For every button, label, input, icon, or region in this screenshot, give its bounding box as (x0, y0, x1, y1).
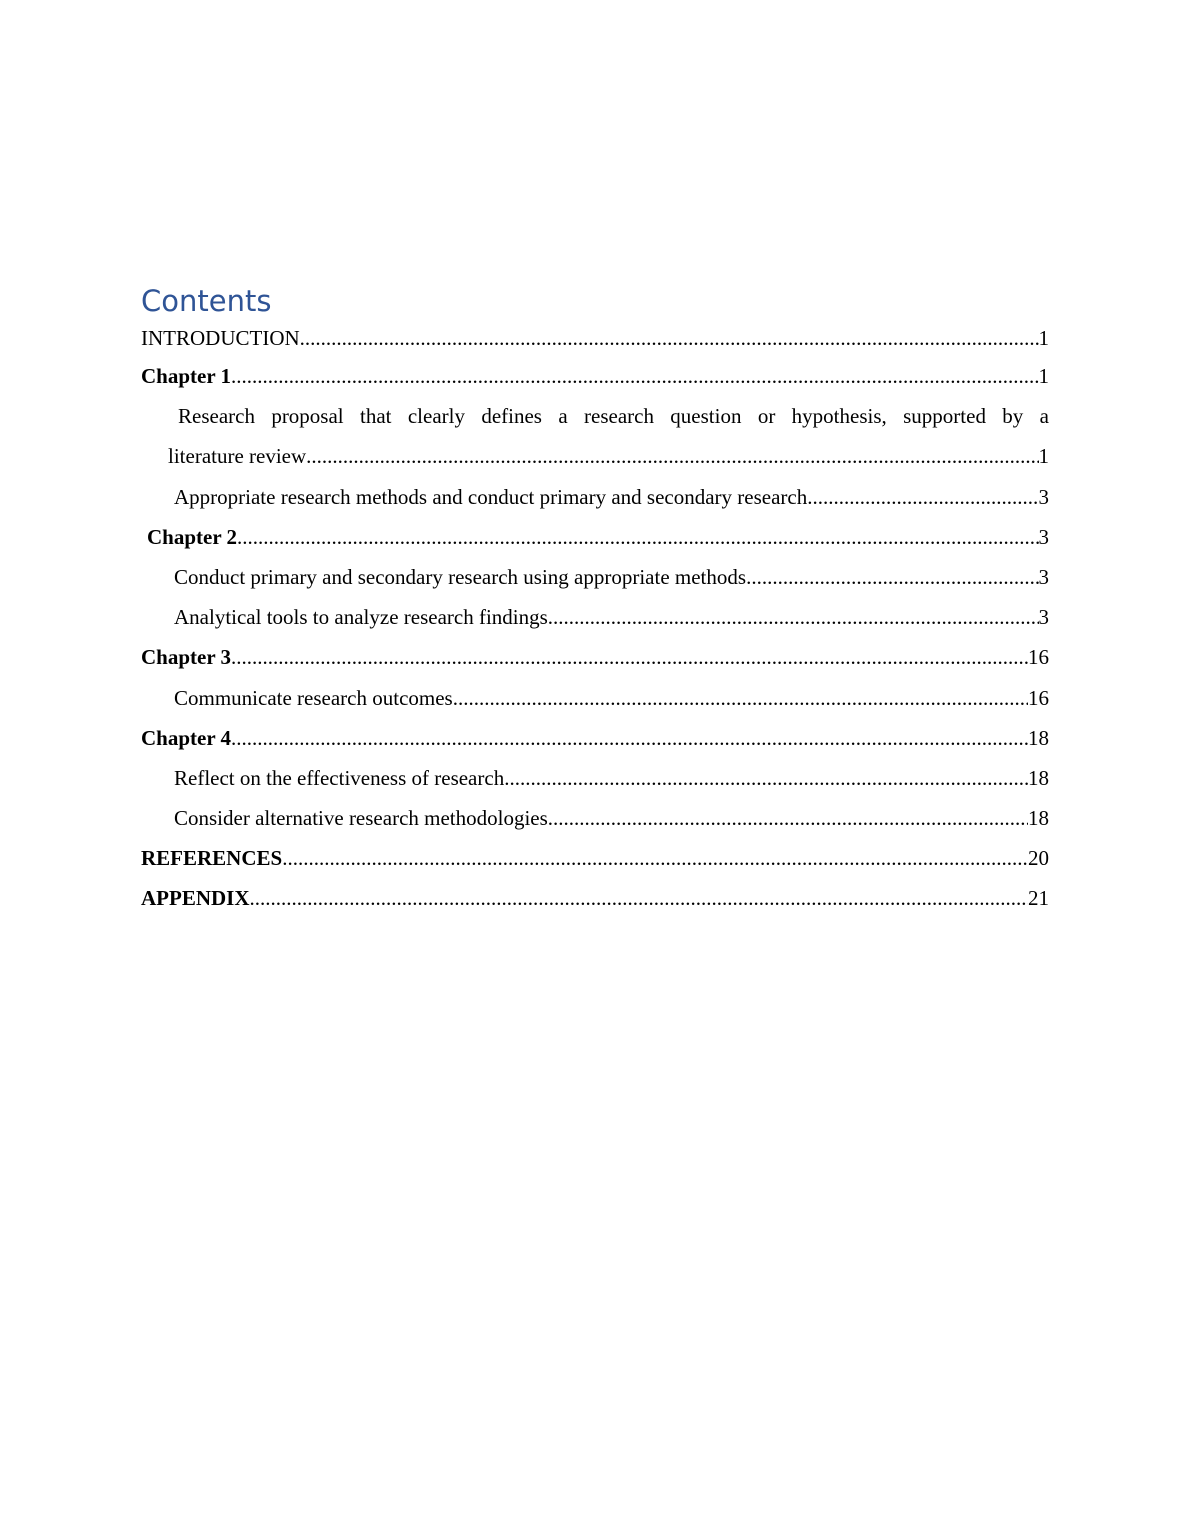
toc-leader-dots (306, 436, 1038, 476)
toc-leader-dots (231, 637, 1028, 677)
toc-entry-chapter-3[interactable] (141, 637, 1049, 677)
toc-leader-dots (250, 878, 1029, 918)
toc-page-number: 1 (1038, 364, 1049, 388)
toc-leader-dots (548, 798, 1028, 838)
toc-entry-label-line1: Research proposal that clearly defines a research question or hypothesis, supported by a (178, 404, 1049, 429)
toc-entry-label: Analytical tools to analyze research findings (174, 605, 548, 630)
toc-entry-appendix[interactable] (141, 878, 1049, 918)
toc-page-number: 16 (1028, 685, 1049, 710)
toc-entry-label: APPENDIX (141, 886, 250, 911)
toc-leader-dots (746, 557, 1038, 597)
toc-page-number: 1 (1038, 326, 1049, 350)
toc-leader-dots (231, 356, 1038, 396)
toc-leader-dots (453, 678, 1028, 718)
toc-leader-dots (504, 758, 1028, 798)
toc-entry-primary-secondary-research[interactable] (141, 557, 1049, 597)
toc-entry-label: Reflect on the effectiveness of research (174, 765, 505, 790)
toc-entry-label: REFERENCES (141, 846, 283, 871)
toc-page-number: 20 (1028, 846, 1049, 871)
toc-page-number: 16 (1028, 645, 1049, 670)
toc-entry-chapter-2[interactable] (141, 517, 1049, 557)
toc-leader-dots (300, 320, 1039, 356)
toc-page-number: 18 (1028, 725, 1049, 750)
toc-page-number: 3 (1038, 564, 1049, 589)
toc-entry-analytical-tools[interactable] (141, 597, 1049, 637)
toc-leader-dots (807, 477, 1038, 517)
table-of-contents (141, 282, 1049, 919)
toc-page-number: 1 (1038, 444, 1049, 469)
toc-entry-label: INTRODUCTION (141, 326, 300, 350)
toc-entry-label: Chapter 2 (147, 524, 238, 549)
toc-entry-label: Chapter 1 (141, 364, 232, 388)
toc-entry-label: Chapter 4 (141, 725, 232, 750)
toc-page-number: 3 (1038, 484, 1049, 509)
toc-entry-label: Consider alternative research methodologies (174, 806, 548, 831)
toc-heading: Contents (141, 284, 272, 318)
toc-entry-references[interactable] (141, 838, 1049, 878)
toc-entry-chapter-4[interactable] (141, 718, 1049, 758)
toc-leader-dots (282, 838, 1028, 878)
toc-entry-research-methods[interactable] (141, 477, 1049, 517)
toc-page-number: 18 (1028, 765, 1049, 790)
toc-entry-label: Conduct primary and secondary research using appropriate methods (174, 564, 747, 589)
toc-entry-communicate-outcomes[interactable] (141, 678, 1049, 718)
toc-entry-label: Appropriate research methods and conduct primary and secondary research (174, 484, 808, 509)
toc-entry-alternative-methodologies[interactable] (141, 798, 1049, 838)
toc-entry-label-line2: literature review (168, 444, 307, 469)
toc-leader-dots (231, 718, 1028, 758)
toc-leader-dots (237, 517, 1038, 557)
toc-entry-research-proposal[interactable] (141, 396, 1049, 476)
toc-entry-label: Communicate research outcomes (174, 685, 453, 710)
toc-entry-label: Chapter 3 (141, 645, 232, 670)
toc-page-number: 3 (1038, 605, 1049, 630)
toc-leader-dots (548, 597, 1039, 637)
toc-page-number: 21 (1028, 886, 1049, 911)
toc-entry-introduction[interactable] (141, 320, 1049, 356)
toc-page-number: 3 (1038, 524, 1049, 549)
toc-entry-reflect-effectiveness[interactable] (141, 758, 1049, 798)
toc-entry-chapter-1[interactable] (141, 356, 1049, 396)
toc-page-number: 18 (1028, 806, 1049, 831)
